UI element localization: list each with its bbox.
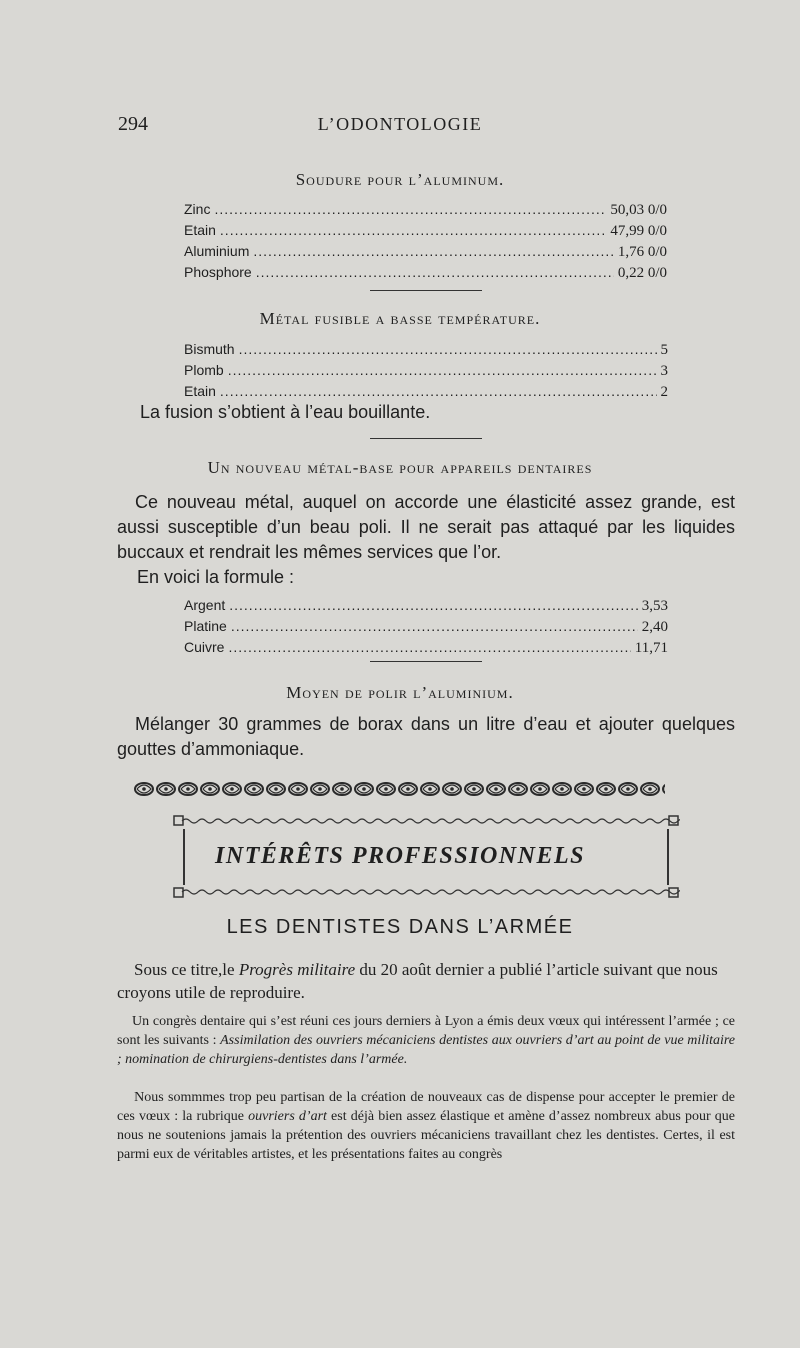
divider-rule bbox=[370, 438, 482, 439]
recipe-row bbox=[184, 220, 667, 241]
ingredient-value: 2 bbox=[660, 384, 668, 400]
ingredient-value: 47,99 0/0 bbox=[610, 223, 667, 239]
lead-text: Sous ce titre,le bbox=[134, 960, 239, 979]
ingredient-value: 2,40 bbox=[641, 619, 668, 635]
fusion-note: La fusion s’obtient à l’eau bouillante. bbox=[140, 402, 431, 422]
article-paragraph bbox=[117, 1012, 735, 1069]
ingredient-name: Zinc bbox=[184, 201, 211, 217]
recipe-row bbox=[184, 381, 668, 402]
ornament-band bbox=[133, 778, 665, 800]
paragraph-text: Nous sommmes trop peu partisan de la création de nouveaux cas de dispense pour accepter le premier de ces vœux : la rubrique bbox=[117, 1090, 736, 1124]
running-title: L’ODONTOLOGIE bbox=[317, 114, 483, 134]
formula-intro: En voici la formule : bbox=[137, 567, 295, 587]
divider-rule bbox=[370, 661, 482, 662]
section-title-polir: Moyen de polir l’aluminium. bbox=[286, 683, 514, 702]
recipe-metal-base bbox=[184, 595, 668, 658]
divider-rule bbox=[370, 290, 482, 291]
paragraph-italic: ouvriers d’art bbox=[248, 1109, 327, 1124]
ingredient-name: Phosphore bbox=[184, 264, 252, 280]
ingredient-name: Cuivre bbox=[184, 639, 225, 655]
ingredient-name: Etain bbox=[184, 222, 216, 238]
ingredient-name: Platine bbox=[184, 618, 227, 634]
polir-paragraph: Mélanger 30 grammes de borax dans un litre d’eau et ajouter quelques gouttes d’ammoniaque. bbox=[117, 714, 735, 759]
recipe-row bbox=[184, 360, 668, 381]
recipe-row bbox=[184, 616, 668, 637]
ingredient-name: Plomb bbox=[184, 362, 224, 378]
ingredient-value: 50,03 0/0 bbox=[610, 202, 667, 218]
page-number: 294 bbox=[118, 113, 148, 135]
paragraph-italic: Assimilation des ouvriers mécaniciens dentistes aux ouvriers d’art au point de vue militaire ; nomination de chirurgiens-dentistes dans l’armée. bbox=[117, 1033, 735, 1067]
ingredient-value: 3 bbox=[660, 363, 668, 379]
recipe-row bbox=[184, 637, 668, 658]
article-title: LES DENTISTES DANS L’ARMÉE bbox=[226, 916, 574, 938]
metal-base-paragraph: Ce nouveau métal, auquel on accorde une élasticité assez grande, est aussi susceptible d’un beau poli. Il ne serait pas attaqué par les liquides buccaux et rendrait les mêmes services que l’or. bbox=[117, 492, 735, 562]
ingredient-value: 1,76 0/0 bbox=[617, 244, 667, 260]
ingredient-name: Argent bbox=[184, 597, 226, 613]
ingredient-name: Etain bbox=[184, 383, 216, 399]
ingredient-value: 5 bbox=[660, 342, 668, 358]
banner-title: INTÉRÊTS PROFESSIONNELS bbox=[215, 843, 585, 869]
article-paragraph bbox=[117, 1088, 735, 1164]
recipe-metal-fusible bbox=[184, 339, 668, 402]
recipe-row bbox=[184, 595, 668, 616]
ingredient-value: 0,22 0/0 bbox=[617, 265, 667, 281]
recipe-row bbox=[184, 241, 667, 262]
recipe-row bbox=[184, 339, 668, 360]
paragraph-text: est déjà bien assez élastique et amène d’assez nombreux abus pour que nous ne soutenions jamais la prétention des ouvriers mécaniciens travaillant chez les dentistes. Certes, il est parmi eux de véritables artistes, et les présentations faites au congrès bbox=[117, 1109, 735, 1162]
recipe-row bbox=[184, 262, 667, 283]
ingredient-name: Bismuth bbox=[184, 341, 235, 357]
lead-italic: Progrès militaire bbox=[238, 960, 356, 979]
ingredient-name: Aluminium bbox=[184, 243, 250, 259]
section-title-soudure: Soudure pour l’aluminum. bbox=[295, 170, 505, 189]
recipe-soudure bbox=[184, 199, 667, 283]
recipe-row bbox=[184, 199, 667, 220]
article-lead bbox=[117, 958, 735, 1004]
section-title-metal-fusible: Métal fusible a basse température. bbox=[259, 309, 541, 328]
lead-text: du 20 août dernier a publié l’article suivant que nous croyons utile de reproduire. bbox=[117, 960, 718, 1002]
ingredient-value: 3,53 bbox=[641, 598, 668, 614]
ingredient-value: 11,71 bbox=[634, 640, 668, 656]
section-title-metal-base: Un nouveau métal-base pour appareils dentaires bbox=[207, 458, 593, 477]
paragraph-text: Un congrès dentaire qui s’est réuni ces jours derniers à Lyon a émis deux vœux qui intéressent l’armée ; ce sont les suivants : bbox=[117, 1014, 736, 1048]
